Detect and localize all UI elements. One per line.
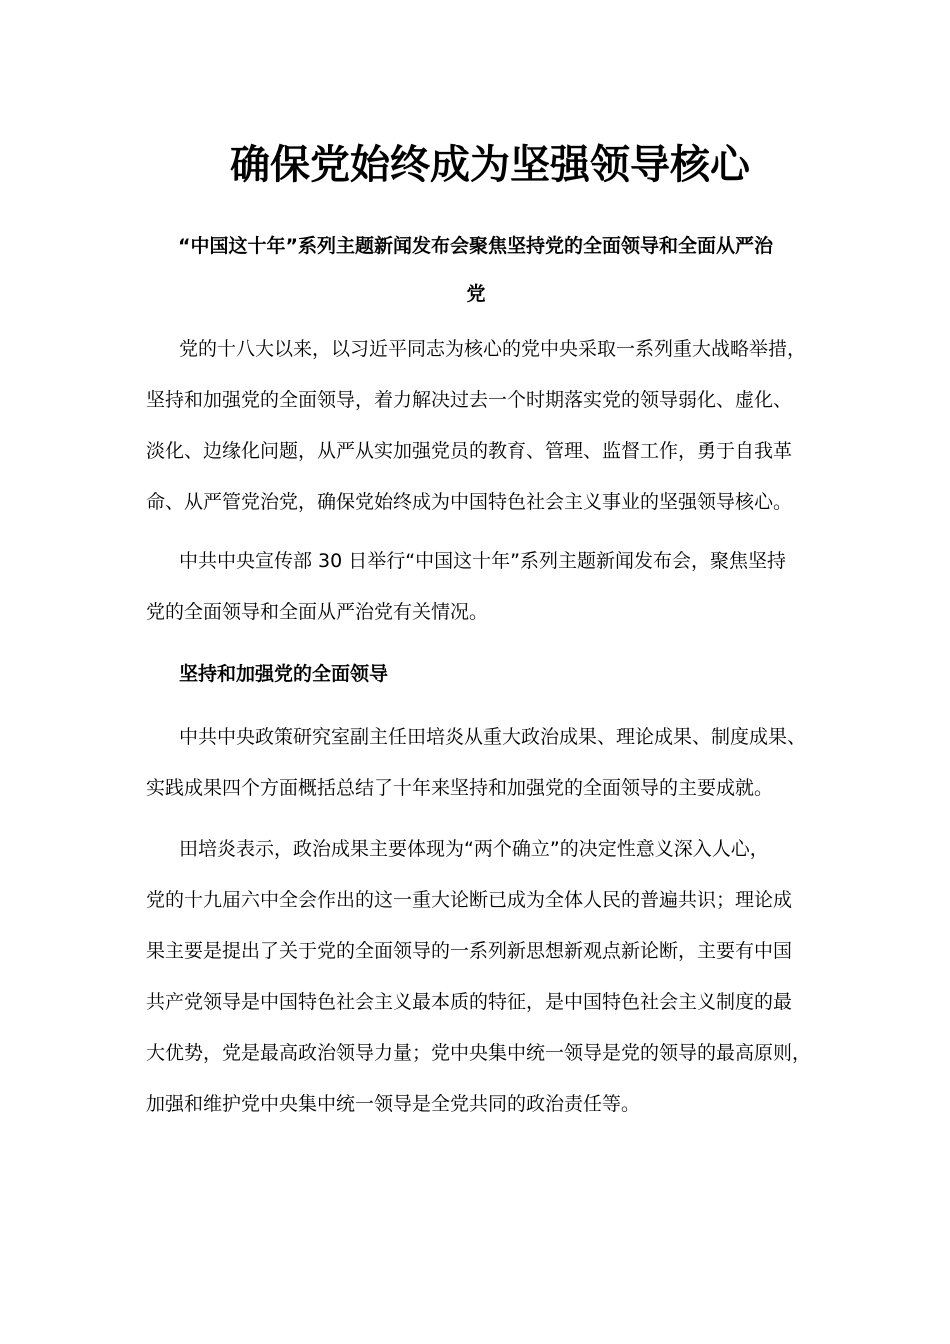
paragraph-line: 实践成果四个方面概括总结了十年来坚持和加强党的全面领导的主要成就。 [146, 777, 774, 799]
paragraph-line: 大优势，党是最高政治领导力量；党中央集中统一领导是党的领导的最高原则， [146, 1042, 812, 1064]
paragraph-line: 果主要是提出了关于党的全面领导的一系列新思想新观点新论断，主要有中国 [146, 940, 793, 962]
paragraph-line: 中共中央政策研究室副主任田培炎从重大政治成果、理论成果、制度成果、 [179, 726, 807, 748]
page-title: 确保党始终成为坚强领导核心 [230, 142, 750, 188]
paragraph-line: 党的全面领导和全面从严治党有关情况。 [146, 601, 489, 623]
paragraph-intro [146, 324, 806, 528]
paragraph-line: 共产党领导是中国特色社会主义最本质的特征，是中国特色社会主义制度的最 [146, 991, 793, 1013]
subtitle [146, 222, 806, 318]
paragraph-line: 淡化、边缘化问题，从严从实加强党员的教育、管理、监督工作，勇于自我革 [146, 440, 793, 462]
paragraph-line: 加强和维护党中央集中统一领导是全党共同的政治责任等。 [146, 1093, 641, 1115]
paragraph-political-results [146, 824, 812, 1130]
paragraph-line: 坚持和加强党的全面领导，着力解决过去一个时期落实党的领导弱化、虚化、 [146, 389, 793, 411]
section-heading: 坚持和加强党的全面领导 [179, 663, 389, 685]
paragraph-line: 中共中央宣传部 30 日举行“中国这十年”系列主题新闻发布会，聚焦坚持 [179, 550, 786, 572]
paragraph-line: 命、从严管党治党，确保党始终成为中国特色社会主义事业的坚强领导核心。 [146, 491, 793, 513]
subtitle-line: “中国这十年”系列主题新闻发布会聚焦坚持党的全面领导和全面从严治 [178, 235, 773, 257]
paragraph-line: 党的十八大以来，以习近平同志为核心的党中央采取一系列重大战略举措， [179, 338, 807, 360]
paragraph-achievements [146, 712, 806, 814]
subtitle-line: 党 [466, 283, 486, 305]
paragraph-line: 田培炎表示，政治成果主要体现为“两个确立”的决定性意义深入人心， [179, 838, 769, 860]
paragraph-press-conference [146, 536, 806, 638]
paragraph-line: 党的十九届六中全会作出的这一重大论断已成为全体人民的普遍共识；理论成 [146, 889, 793, 911]
